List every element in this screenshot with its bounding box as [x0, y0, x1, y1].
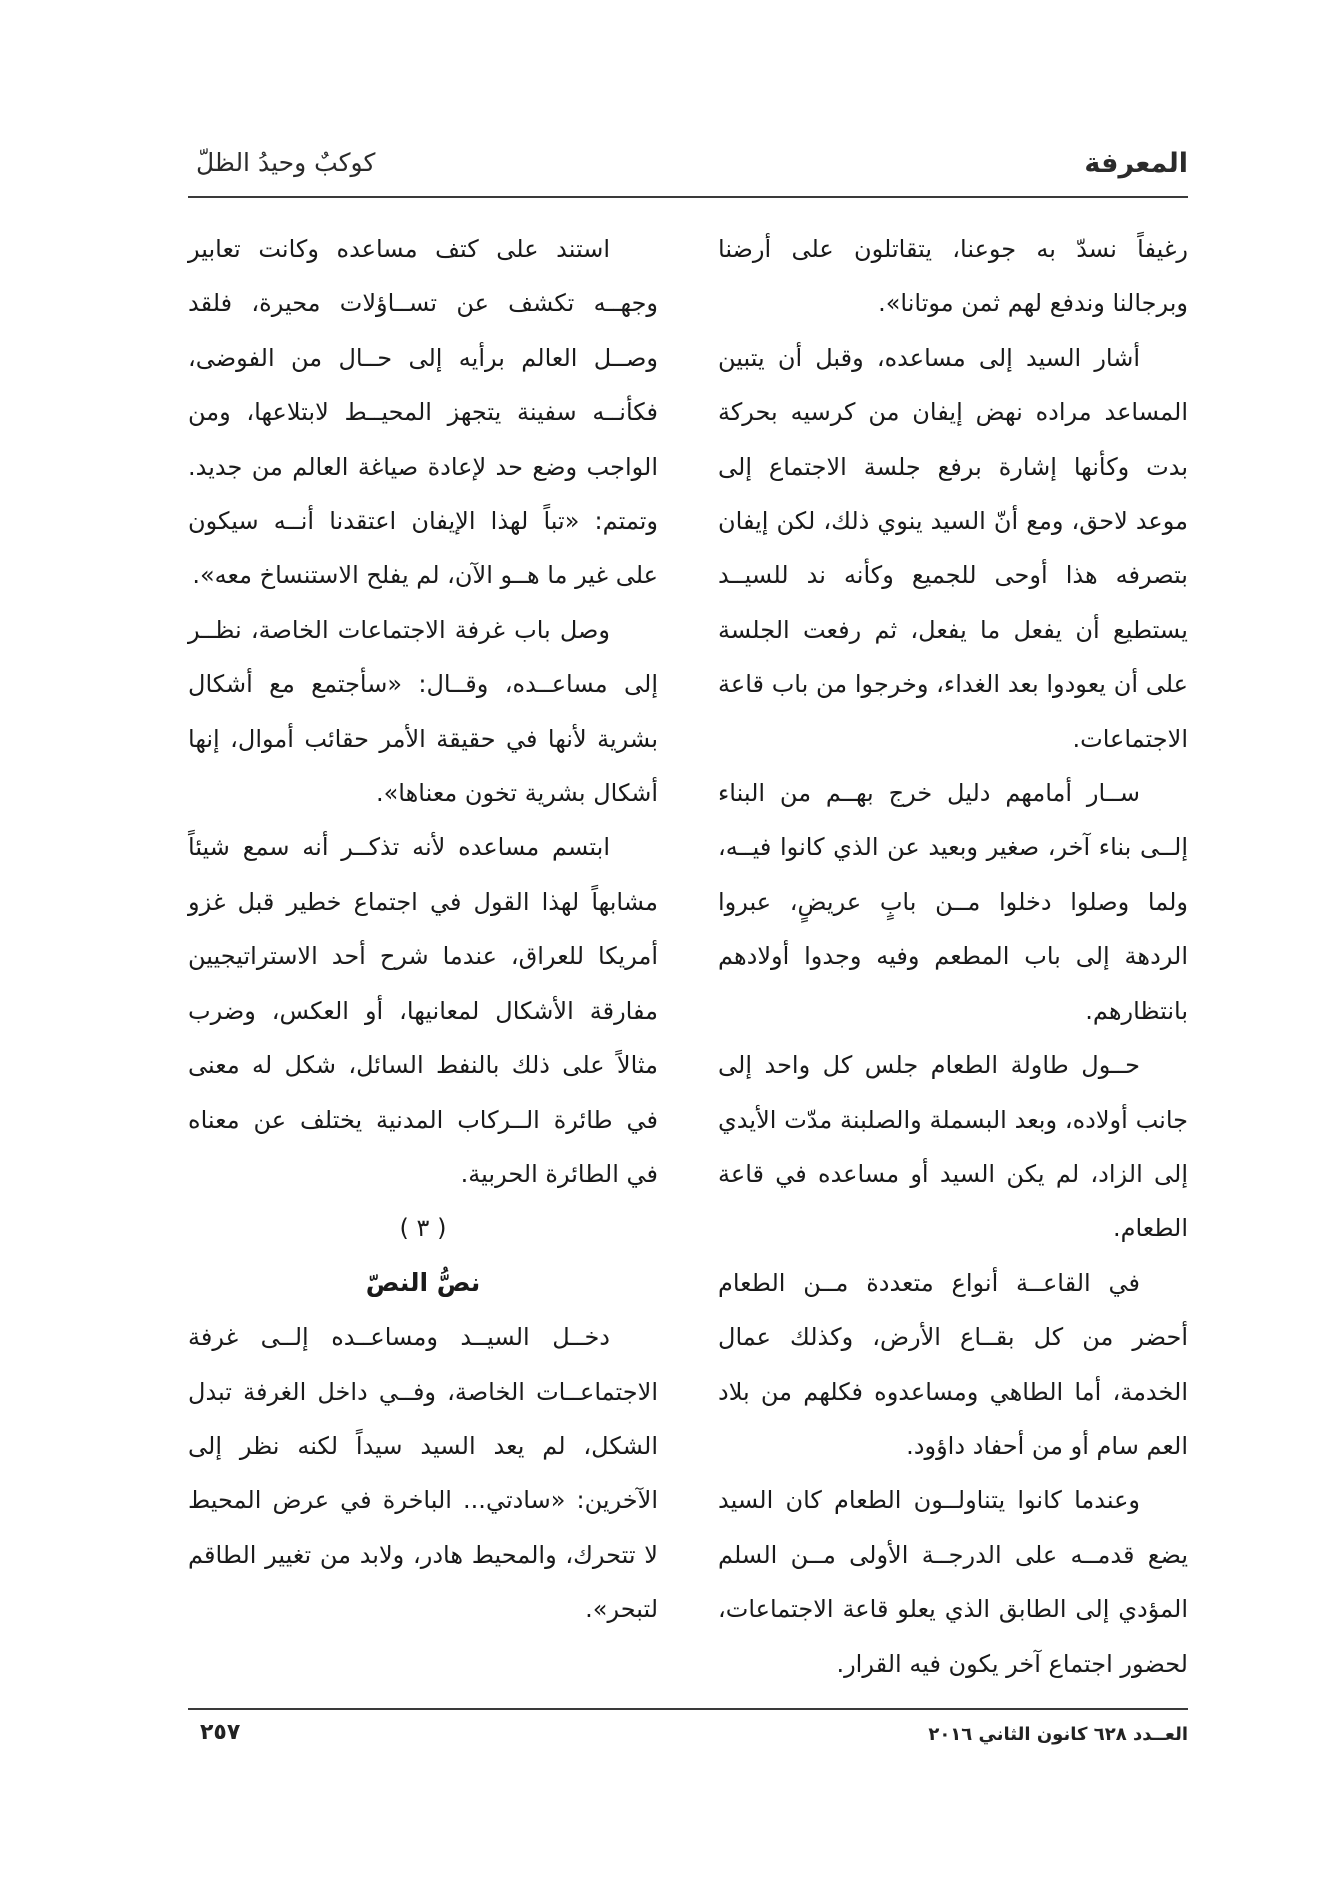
page-header — [188, 148, 1188, 188]
paragraph: في القاعــة أنواع متعددة مــن الطعام أحضر من كل بقــاع الأرض، وكذلك عمال الخدمة، أما الطاهي ومساعدوه فكلهم من بلاد العم سام أو من أحفاد داؤود. — [718, 1268, 1188, 1460]
paragraph: رغيفاً نسدّ به جوعنا، يتقاتلون على أرضنا وبرجالنا وندفع لهم ثمن موتانا». — [718, 235, 1188, 318]
header-divider — [188, 196, 1188, 198]
paragraph: حــول طاولة الطعام جلس كل واحد إلى جانب أولاده، وبعد البسملة والصلبنة مدّت الأيدي إلى الزاد، لم يكن السيد أو مساعده في قاعة الطعام. — [718, 1051, 1188, 1243]
section-title: نصُّ النصّ — [365, 1267, 481, 1297]
paragraph: أشار السيد إلى مساعده، وقبل أن يتبين المساعد مراده نهض إيفان من كرسيه بحركة بدت وكأنها إشارة برفع جلسة الاجتماع إلى موعد لاحق، ومع أنّ السيد ينوي ذلك، لكن إيفان بتصرفه هذا أوحى للجميع وكأنه ند للسيــد يستطيع أن يفعل ما يفعل، ثم رفعت الجلسة على أن يعودوا بعد الغداء، وخرجوا من باب قاعة الاجتماعات. — [718, 343, 1188, 753]
page-number: ٢٥٧ — [200, 1720, 241, 1745]
paragraph: ابتسم مساعده لأنه تذكــر أنه سمع شيئاً مشابهاً لهذا القول في اجتماع خطير قبل غزو أمريكا للعراق، عندما شرح أحد الاستراتيجيين مفارقة الأشكال لمعانيها، أو العكس، وضرب مثالاً على ذلك بالنفط السائل، شكل له معنى في طائرة الــركاب المدنية يختلف عن معناه في الطائرة الحربية. — [188, 833, 658, 1188]
footer-divider — [188, 1708, 1188, 1710]
paragraph: ســار أمامهم دليل خرج بهــم من البناء إلــى بناء آخر، صغير وبعيد عن الذي كانوا فيــه، ولما وصلوا دخلوا مــن بابٍ عريضٍ، عبروا الردهة إلى باب المطعم وفيه وجدوا أولادهم بانتظارهم. — [718, 779, 1188, 1025]
section-number: ( ٣ ) — [399, 1214, 447, 1243]
left-column — [188, 222, 658, 1637]
magazine-logo: المعرفة — [1084, 148, 1188, 179]
paragraph: وصل باب غرفة الاجتماعات الخاصة، نظــر إلى مساعــده، وقــال: «سأجتمع مع أشكال بشرية لأنها في حقيقة الأمر حقائب أموال، إنها أشكال بشرية تخون معناها». — [188, 615, 658, 808]
right-column — [718, 222, 1188, 1691]
paragraph: وعندما كانوا يتناولــون الطعام كان السيد يضع قدمــه على الدرجــة الأولى مــن السلم المؤدي إلى الطابق الذي يعلو قاعة الاجتماعات، لحضور اجتماع آخر يكون فيه القرار. — [718, 1486, 1188, 1678]
issue-info: العــدد ٦٢٨ كانون الثاني ٢٠١٦ — [928, 1724, 1188, 1745]
paragraph: دخــل السيــد ومساعــده إلــى غرفة الاجتماعــات الخاصة، وفــي داخل الغرفة تبدل الشكل، لم يعد السيد سيداً لكنه نظر إلى الآخرين: «سادتي... الباخرة في عرض المحيط لا تتحرك، والمحيط هادر، ولابد من تغيير الطاقم لتبحر». — [188, 1323, 658, 1624]
running-title: كوكبٌ وحيدُ الظلّ — [196, 148, 376, 177]
paragraph: استند على كتف مساعده وكانت تعابير وجهــه تكشف عن تســاؤلات محيرة، فلقد وصــل العالم برأيه إلى حــال من الفوضى، فكأنــه سفينة يتجهز المحيــط لابتلاعها، ومن الواجب وضع حد لإعادة صياغة العالم من جديد. وتمتم: «تباً لهذا الإيفان اعتقدنا أنــه سيكون على غير ما هــو الآن، لم يفلح الاستنساخ معه». — [188, 235, 658, 590]
